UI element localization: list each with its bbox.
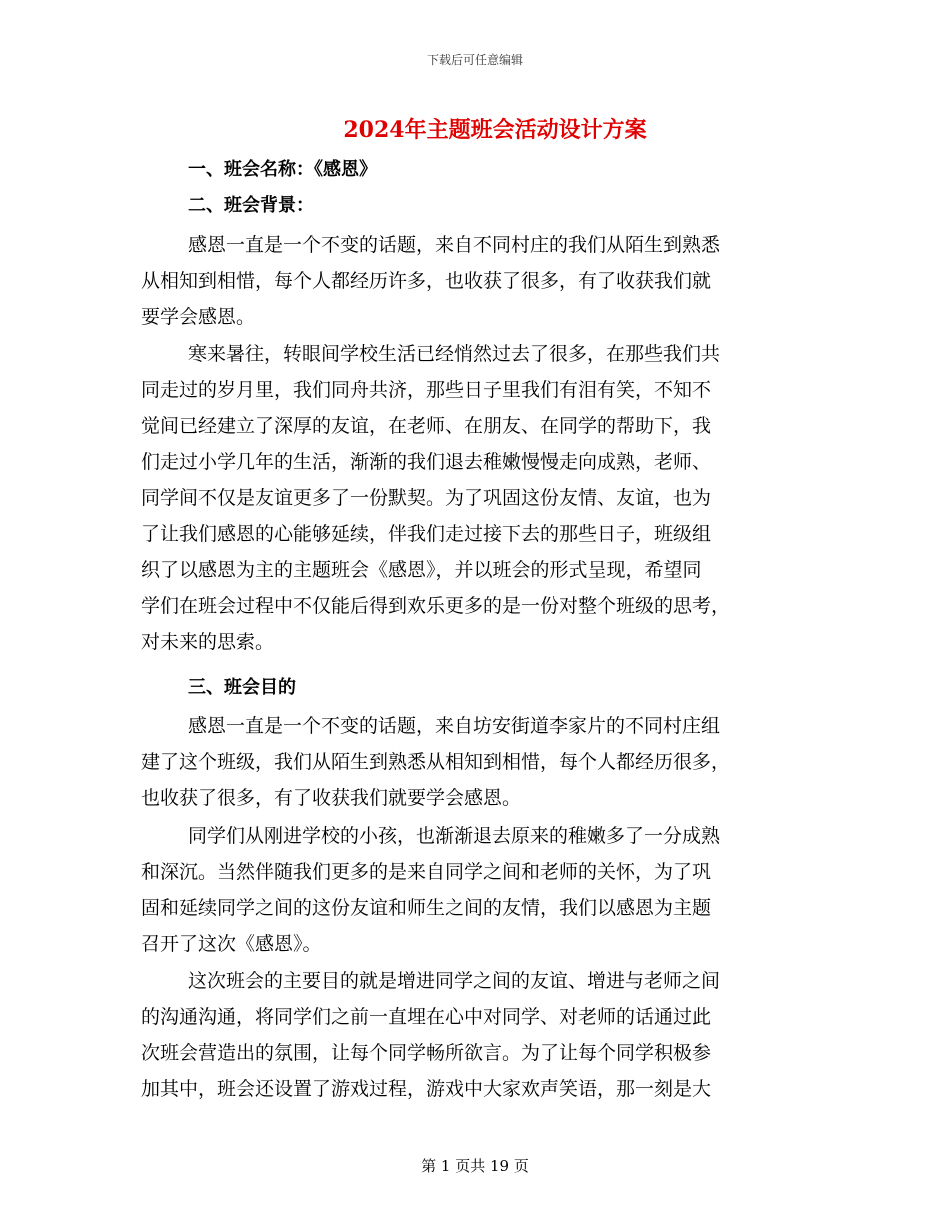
paragraph-purpose-2 [141,818,811,962]
paragraph-line: 加其中，班会还设置了游戏过程，游戏中大家欢声笑语，那一刻是大 [141,1078,712,1100]
paragraph-line: 次班会营造出的氛围，让每个同学畅所欲言。为了让每个同学积极参 [141,1042,712,1064]
paragraph-line: 织了以感恩为主的主题班会《感恩》，并以班会的形式呈现，希望同 [141,559,702,581]
paragraph-line: 和深沉。当然伴随我们更多的是来自同学之间和老师的关怀，为了巩 [141,861,712,883]
paragraph-line: 寒来暑往，转眼间学校生活已经悄然过去了很多，在那些我们共 [188,343,721,365]
paragraph-line: 觉间已经建立了深厚的友谊，在老师、在朋友、在同学的帮助下，我 [141,415,712,437]
paragraph-line: 了让我们感恩的心能够延续，伴我们走过接下去的那些日子，班级组 [141,523,712,545]
paragraph-line: 感恩一直是一个不变的话题，来自坊安街道李家片的不同村庄组 [188,715,721,737]
paragraph-line: 感恩一直是一个不变的话题，来自不同村庄的我们从陌生到熟悉 [188,234,721,256]
paragraph-background-2 [141,336,811,660]
paragraph-line: 们走过小学几年的生活，渐渐的我们退去稚嫩慢慢走向成熟，老师、 [141,451,712,473]
page-header-note: 下载后可任意编辑 [426,53,523,67]
heading-background: 二、班会背景： [188,195,314,216]
paragraph-line: 从相知到相惜，每个人都经历许多，也收获了很多，有了收获我们就 [141,270,712,292]
page-number: 第 1 页共 19 页 [421,1157,529,1175]
paragraph-line: 这次班会的主要目的就是增进同学之间的友谊、增进与老师之间 [188,970,721,992]
paragraph-line: 同走过的岁月里，我们同舟共济，那些日子里我们有泪有笑，不知不 [141,379,712,401]
heading-purpose: 三、班会目的 [188,677,296,698]
paragraph-line: 的沟通沟通，将同学们之前一直埋在心中对同学、对老师的话通过此 [141,1006,712,1028]
paragraph-background-1 [141,227,811,335]
paragraph-line: 也收获了很多，有了收获我们就要学会感恩。 [141,787,522,809]
paragraph-line: 同学们从刚进学校的小孩，也渐渐退去原来的稚嫩多了一分成熟 [188,825,721,847]
paragraph-purpose-1 [141,708,811,816]
paragraph-line: 要学会感恩。 [141,306,256,328]
paragraph-line: 对未来的思索。 [141,631,275,653]
paragraph-line: 固和延续同学之间的这份友谊和师生之间的友情，我们以感恩为主题 [141,897,712,919]
paragraph-purpose-3 [141,963,811,1107]
heading-class-name: 一、班会名称：《感恩》 [188,159,377,180]
paragraph-line: 学们在班会过程中不仅能后得到欢乐更多的是一份对整个班级的思考， [141,595,731,617]
paragraph-line: 同学间不仅是友谊更多了一份默契。为了巩固这份友情、友谊，也为 [141,487,712,509]
document-title: 2024年主题班会活动设计方案 [343,117,647,143]
paragraph-line: 建了这个班级，我们从陌生到熟悉从相知到相惜，每个人都经历很多， [141,751,731,773]
paragraph-line: 召开了这次《感恩》。 [141,933,322,955]
